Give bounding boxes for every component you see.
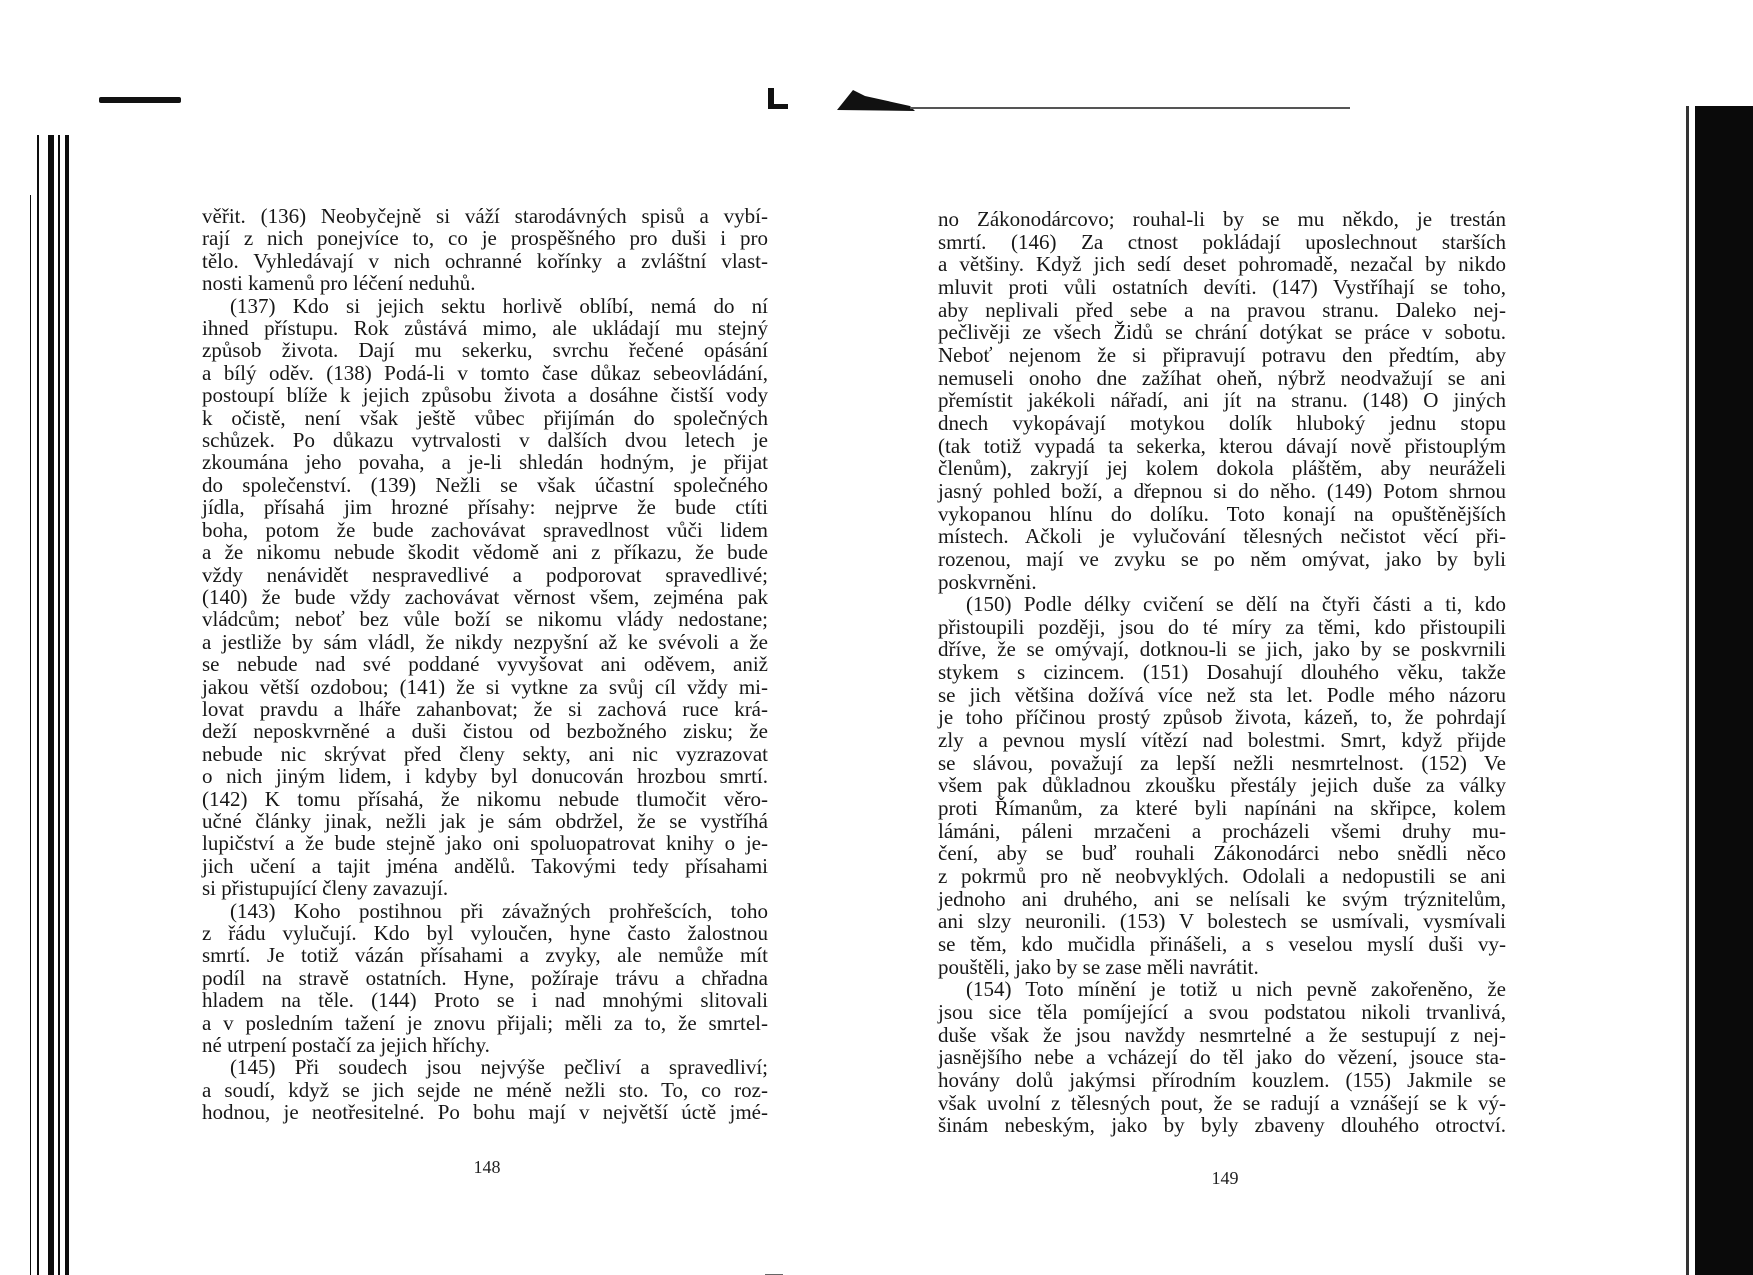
text-line: lupičství a že bude stejně jako oni spoluopatrovat knihy o je- — [202, 831, 768, 856]
text-line: aby neplivali před sebe a na pravou stranu. Daleko nej- — [938, 297, 1506, 322]
left-page-text — [202, 205, 768, 1124]
text-line: smrtí. Je totiž vázán přísahami a zvyky, ale nemůže mít — [202, 943, 768, 968]
text-line: hodnou, je neotřesitelné. Po bohu mají v největší úctě jmé- — [202, 1100, 768, 1125]
text-line: z řádu vylučují. Kdo byl vyloučen, hyne často žalostnou — [202, 921, 768, 945]
text-line: způsob života. Dají mu sekerku, svrchu řečené opásání — [202, 338, 768, 363]
text-line: jednoho ani druhého, ani se nelísali ke svým trýznitelům, — [938, 886, 1506, 911]
text-line: nemuseli onoho dne zažíhat oheň, nýbrž neodvažují se ani — [938, 365, 1506, 390]
text-line: smrtí. (146) Za ctnost pokládají uposlechnout starších — [938, 229, 1506, 254]
text-line: čení, aby se buď rouhali Zákonodárci nebo snědli něco — [938, 841, 1506, 866]
text-line: rozenou, mají ve zvyku se po něm omývat, jako by byli — [938, 546, 1506, 571]
text-line: deží neposkvrněné a duši čistou od bezbožného zisku; že — [202, 719, 768, 744]
text-line: a že nikomu nebude škodit vědomě ani z příkazu, že bude — [202, 540, 768, 565]
text-line: (tak totiž vypadá ta sekerka, kterou dávají nově přistouplým — [938, 433, 1506, 458]
text-line: boha, potom že bude zachovávat spravedlnost vůči lidem — [202, 517, 768, 542]
text-line: mluvit proti vůli ostatních devíti. (147) Vystříhají se toho, — [938, 274, 1506, 299]
text-line: se jich většina dožívá více než sta let. Podle mého názoru — [938, 682, 1506, 707]
right-page-text — [938, 208, 1506, 1137]
text-line: přistoupili později, jsou do té míry za těmi, kdo přistoupili — [938, 614, 1506, 639]
right-page — [876, 0, 1753, 1275]
text-line: duše však že jsou navždy nesmrtelné a že sestupují z nej- — [938, 1022, 1506, 1047]
text-line: Neboť nejenom že si připravují potravu den předtím, aby — [938, 342, 1506, 367]
text-line: jasný pohled boží, a dřepnou si do něho. (149) Potom shrnou — [938, 478, 1506, 503]
text-line: (150) Podle délky cvičení se dělí na čtyři části a ti, kdo — [966, 592, 1506, 617]
text-line: no Zákonodárcovo; rouhal-li by se mu někdo, je trestán — [938, 207, 1506, 231]
text-line: vykopanou hlínu do dolíku. Toto konají na opuštěnějších — [938, 501, 1506, 526]
text-line: všem pak důkladnou zkoušku přestály jejich duše za války — [938, 773, 1506, 798]
text-line: je toho příčinou prostý způsob života, kázeň, to, že pohrdají — [938, 705, 1506, 730]
text-line: a v posledním tažení je znovu přijali; měli za to, že smrtel- — [202, 1010, 768, 1035]
text-line: nosti kamenů pro léčení neduhů. — [202, 271, 476, 296]
text-line: a jestliže by sám vládl, že nikdy nezpyšní až ke svévoli a že — [202, 629, 768, 654]
text-line: jasnějšího nebe a vcházejí do těl jako do vězení, jsouce sta- — [938, 1045, 1506, 1070]
text-line: stykem s cizincem. (151) Dosahují dlouhého věku, takže — [938, 660, 1506, 685]
text-line: věřit. (136) Neobyčejně si váží starodávných spisů a vybí- — [202, 204, 768, 228]
text-line: postoupí blíže k jejich způsobu života a dosáhne čistší vody — [202, 383, 768, 408]
text-line: vládcům; neboť bez vůle boží se nikomu vlády nedostane; — [202, 607, 768, 632]
text-line: přemístit jakékoli nářadí, ani jít na stranu. (148) O jiných — [938, 388, 1506, 413]
text-line: ihned přístupu. Rok zůstává mimo, ale ukládají mu stejný — [202, 316, 768, 341]
text-line: podíl na stravě ostatních. Hyne, požíraje trávu a chřadna — [202, 965, 768, 990]
text-line: (137) Kdo si jejich sektu horlivě oblíbí, nemá do ní — [230, 293, 768, 318]
text-line: zly a pevnou myslí vítězí nad bolestmi. Smrt, když přijde — [938, 728, 1506, 753]
text-line: (142) K tomu přísahá, že nikomu nebude tlumočit věro- — [202, 786, 768, 811]
text-line: vždy nenávidět nespravedlivé a podporovat spravedlivé; — [202, 562, 768, 587]
text-line: se těm, kdo mučidla přinášeli, a s veselou myslí duši vy- — [938, 932, 1506, 956]
paragraph — [938, 208, 1506, 593]
text-line: dnech vykopávají motykou dolík hluboký jednu stopu — [938, 410, 1506, 435]
text-line: se slávou, považují za lepší nežli nesmrtelnost. (152) Ve — [938, 750, 1506, 775]
text-line: schůzek. Po důkazu vytrvalosti v dalších dvou letech je — [202, 428, 768, 453]
text-line: pouštěli, jako by se zase měli navrátit. — [938, 954, 1259, 979]
text-line: né utrpení postačí za jejich hříchy. — [202, 1033, 490, 1058]
text-line: lovat pravdu a lháře zahanbovat; že si zachová ruce krá- — [202, 696, 768, 721]
text-line: a soudí, když se jich sejde ne méně nežli sto. To, co roz- — [202, 1077, 768, 1102]
text-line: však uvolní z tělesných pout, že se radují a vznášejí se k vý- — [938, 1090, 1506, 1115]
text-line: (143) Koho postihnou při závažných prohřešcích, toho — [230, 898, 768, 923]
text-line: učné články jinak, nežli jak je sám obdržel, že se vystříhá — [202, 808, 768, 833]
paragraph — [938, 978, 1506, 1137]
paragraph — [938, 593, 1506, 978]
text-line: rají z nich ponejvíce to, co je prospěšného pro duši i pro — [202, 226, 768, 251]
text-line: se nebude nad své poddané vyvyšovat ani oděvem, aniž — [202, 652, 768, 677]
text-line: jsou sice těla pomíjející a svou podstatou nikoli trvanlivá, — [938, 999, 1506, 1024]
page-number: 148 — [473, 1157, 501, 1177]
text-line: zkoumána jeho povaha, a je-li shledán hodným, je přijat — [202, 450, 768, 475]
paragraph — [202, 205, 768, 295]
text-line: hladem na těle. (144) Proto se i nad mnohými slitovali — [202, 988, 768, 1013]
text-line: lámáni, páleni mrzačeni a procházeli všemi druhy mu- — [938, 818, 1506, 843]
text-line: místech. Ačkoli je vylučování tělesných nečistot věcí při- — [938, 524, 1506, 549]
text-line: (145) Při soudech jsou nejvýše pečliví a spravedliví; — [230, 1055, 768, 1080]
text-line: hovány dolů jakýmsi přírodním kouzlem. (155) Jakmile se — [938, 1067, 1506, 1092]
text-line: jídla, přísahá jim hrozné přísahy: nejprve že bude ctíti — [202, 495, 768, 520]
paragraph — [202, 900, 768, 1057]
text-line: tělo. Vyhledávají v nich ochranné kořínky a zvláštní vlast- — [202, 248, 768, 273]
text-line: jakou větší ozdobou; (141) že si vytkne za svůj cíl vždy mi- — [202, 674, 768, 699]
text-line: si přistupující členy zavazují. — [202, 876, 449, 901]
text-line: dříve, že se omývají, dotknou-li se jich, jako by se poskvrnili — [938, 637, 1506, 662]
text-line: k očistě, není však ještě vůbec přijímán do společných — [202, 405, 768, 430]
text-line: a většiny. Když jich sedí deset pohromadě, nezačal by nikdo — [938, 252, 1506, 277]
text-line: nebude nic skrývat před členy sekty, ani nic vyzrazovat — [202, 741, 768, 766]
text-line: (154) Toto mínění je totiž u nich pevně zakořeněno, že — [966, 977, 1506, 1002]
text-line: proti Římanům, za které byli napínáni na skřipce, kolem — [938, 796, 1506, 821]
text-line: (140) že bude vždy zachovávat věrnost všem, zejména pak — [202, 584, 768, 609]
text-line: o nich jiným lidem, i kdyby byl donucován hrozbou smrtí. — [202, 764, 768, 789]
text-line: a bílý oděv. (138) Podá-li v tomto čase důkaz sebeovládání, — [202, 360, 768, 385]
text-line: jich učení a tajit jména andělů. Takovými tedy přísahami — [202, 853, 768, 878]
text-line: pečlivěji ze všech Židů se chrání dotýkat se práce v sobotu. — [938, 320, 1506, 345]
text-line: členům), zakryjí jej kolem dokola pláštěm, aby neuráželi — [938, 456, 1506, 481]
paragraph — [202, 1056, 768, 1123]
left-page — [0, 0, 876, 1275]
text-line: ani slzy neuronili. (153) V bolestech se usmívali, vysmívali — [938, 909, 1506, 934]
text-line: poskvrněni. — [938, 569, 1037, 594]
text-line: šinám nebeským, jako by byly zbaveny dlouhého otroctví. — [938, 1113, 1506, 1138]
text-line: z pokrmů pro ně neobvyklých. Odolali a nedopustili se ani — [938, 864, 1506, 889]
text-line: do společenství. (139) Nežli se však účastní společného — [202, 472, 768, 497]
paragraph — [202, 295, 768, 900]
page-number: 149 — [1211, 1168, 1239, 1188]
